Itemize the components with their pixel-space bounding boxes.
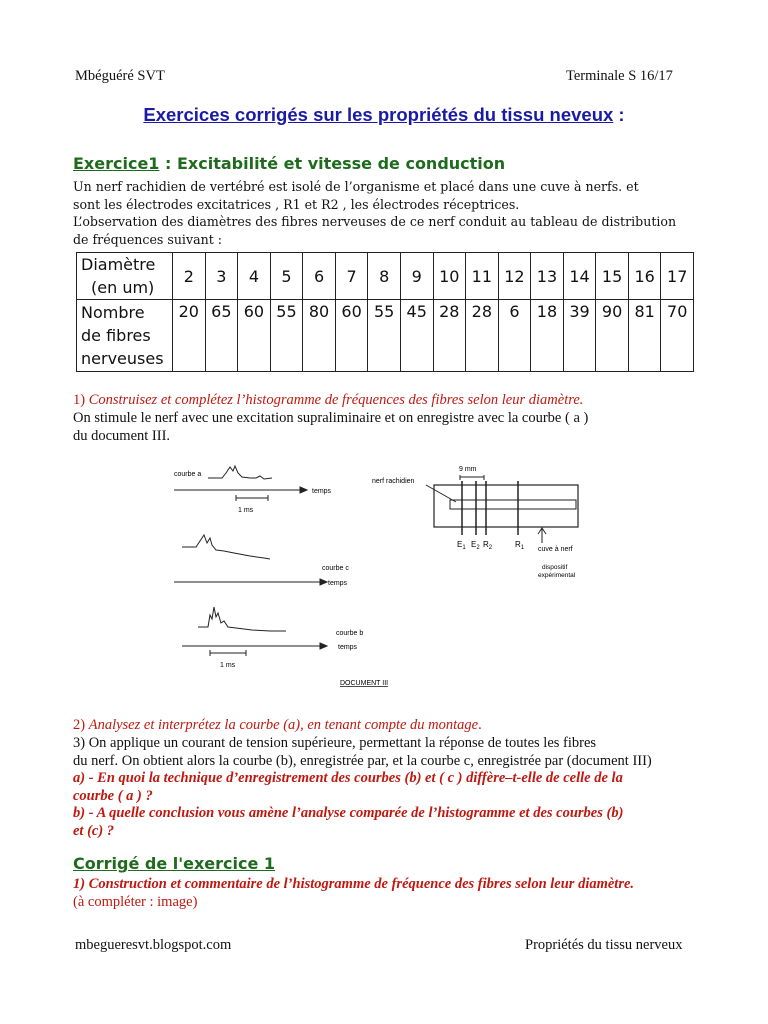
question-1-text: Construisez et complétez l’histogramme de fréquences des fibres selon leur diamètre. [88,392,584,408]
table-cell: 9 [400,253,433,300]
table-cell: 6 [498,300,531,372]
stim-line: On stimule le nerf avec une excitation supraliminaire et on enregistre avec la courbe ( a ) [73,410,589,426]
table-cell: 15 [596,253,629,300]
table-cell: 5 [270,253,303,300]
table-cell: 60 [238,300,271,372]
header-right: Terminale S 16/17 [566,68,673,84]
question-2-text: Analysez et interprétez la courbe (a), en tenant compte du montage [88,717,479,733]
mm-bracket [460,475,484,480]
table-header-count [77,300,173,372]
table-cell: 39 [563,300,596,372]
table-cell: 12 [498,253,531,300]
table-cell: 70 [661,300,694,372]
table-cell: 28 [466,300,499,372]
axis-arrow [300,487,307,493]
table-cell: 4 [238,253,271,300]
corrige-line: 1) Construction et commentaire de l’histogramme de fréquence des fibres selon leur diamètre. [73,876,635,892]
footer-left[interactable]: mbegueresvt.blogspot.com [75,937,232,953]
nerve [450,500,576,509]
question-2 [73,717,482,735]
question-2-end: . [478,717,482,733]
document-label: DOCUMENT III [340,680,389,687]
nerve-pointer [426,485,456,502]
table-row-count [77,300,694,372]
label-courbe-b: courbe b [336,630,364,637]
question-3b-line: b) - A quelle conclusion vous amène l’analyse comparée de l’histogramme et des courbes (b) [73,805,624,821]
table-cell: 90 [596,300,629,372]
header-line: de fibres [81,326,151,345]
label-temps: temps [312,488,332,495]
table-cell: 2 [173,253,206,300]
header-line: Diamètre [81,255,156,274]
table-header-diameter [77,253,173,300]
table-cell: 10 [433,253,466,300]
q3-line: 3) On applique un courant de tension supérieure, permettant la réponse de toutes les fibres [73,735,597,751]
exercise1-title [73,154,505,173]
page-title-link[interactable]: Exercices corrigés sur les propriétés du tissu neveux [143,104,614,125]
label-r2: $R_2$ [483,540,493,551]
exercise1-sep: : [159,154,177,173]
header-line: (en um) [91,278,155,297]
table-cell: 80 [303,300,336,372]
label-scale: 1 ms [238,507,254,514]
table-cell: 65 [205,300,238,372]
question-1-number: 1) [73,392,89,408]
footer-right: Propriétés du tissu nerveux [525,937,683,953]
corrige-title-text: Corrigé de l'exercice 1 [73,854,276,873]
table-cell: 8 [368,253,401,300]
document-iii-figure [160,455,590,695]
label-mm: 9 mm [459,466,477,473]
tank-pointer [538,528,546,543]
table-cell: 28 [433,300,466,372]
exercise1-label: Exercice1 [73,154,160,173]
intro-line: de fréquences suivant : [73,231,223,247]
stimulation-text [73,410,588,445]
question-3a-line: a) - En quoi la technique d’enregistrement des courbes (b) et ( c ) diffère–t-elle de celle de la [73,770,623,786]
table-cell: 60 [335,300,368,372]
label-dispositif: dispositif [542,564,568,571]
intro-line: sont les électrodes excitatrices , R1 et R2 , les électrodes réceptrices. [73,196,520,212]
question-3 [73,735,652,840]
label-scale: 1 ms [220,662,236,669]
label-cuve: cuve à nerf [538,546,573,553]
question-1 [73,392,583,410]
label-courbe-a: courbe a [174,471,202,478]
label-courbe-c: courbe c [322,565,349,572]
table-row-diameter [77,253,694,300]
exercise1-subtitle: Excitabilité et vitesse de conduction [176,154,506,173]
label-r1: $R_1$ [515,540,525,551]
exercise1-intro [73,178,676,248]
curve-c-trace [182,535,270,559]
corrige-title [73,854,275,873]
scale-bar-b [210,650,246,656]
table-cell: 13 [531,253,564,300]
table-cell: 17 [661,253,694,300]
table-cell: 11 [466,253,499,300]
label-temps: temps [338,644,358,651]
stim-line: du document III. [73,427,171,444]
label-experimental: expérimental [538,572,576,579]
q3-line: du nerf. On obtient alors la courbe (b), enregistrée par, et la courbe c, enregistrée par (document III) [73,752,652,769]
header-line: Nombre [81,303,145,322]
curve-b-trace [198,607,286,631]
table-cell: 20 [173,300,206,372]
table-cell: 55 [270,300,303,372]
question-3a-line: courbe ( a ) ? [73,787,153,804]
table-cell: 81 [628,300,661,372]
axis-arrow [320,579,327,585]
table-cell: 3 [205,253,238,300]
frequency-table [76,252,694,372]
label-nerf: nerf rachidien [372,478,415,485]
nerve-tank [434,485,578,527]
table-cell: 7 [335,253,368,300]
question-3b-line: et (c) ? [73,822,115,839]
table-cell: 6 [303,253,336,300]
table-cell: 14 [563,253,596,300]
corrige-body [73,876,634,911]
label-e1: $E_1$ [457,540,466,551]
table-cell: 55 [368,300,401,372]
intro-line: L’observation des diamètres des fibres nerveuses de ce nerf conduit au tableau de distribution [73,214,677,230]
label-e2: $E_2$ [471,540,480,551]
header-left: Mbéguéré SVT [75,68,165,84]
page-title-suffix: : [613,104,625,125]
question-2-number: 2) [73,717,89,733]
header-line: nerveuses [81,349,164,368]
corrige-line: (à compléter : image) [73,893,198,910]
intro-line: Un nerf rachidien de vertébré est isolé de l’organisme et placé dans une cuve à nerfs. et [73,179,639,194]
table-cell: 16 [628,253,661,300]
curve-a-trace [208,466,272,479]
table-cell: 18 [531,300,564,372]
table-cell: 45 [400,300,433,372]
page-title [0,104,768,126]
axis-arrow [320,643,327,649]
scale-bar-a [236,495,268,501]
label-temps: temps [328,580,348,587]
